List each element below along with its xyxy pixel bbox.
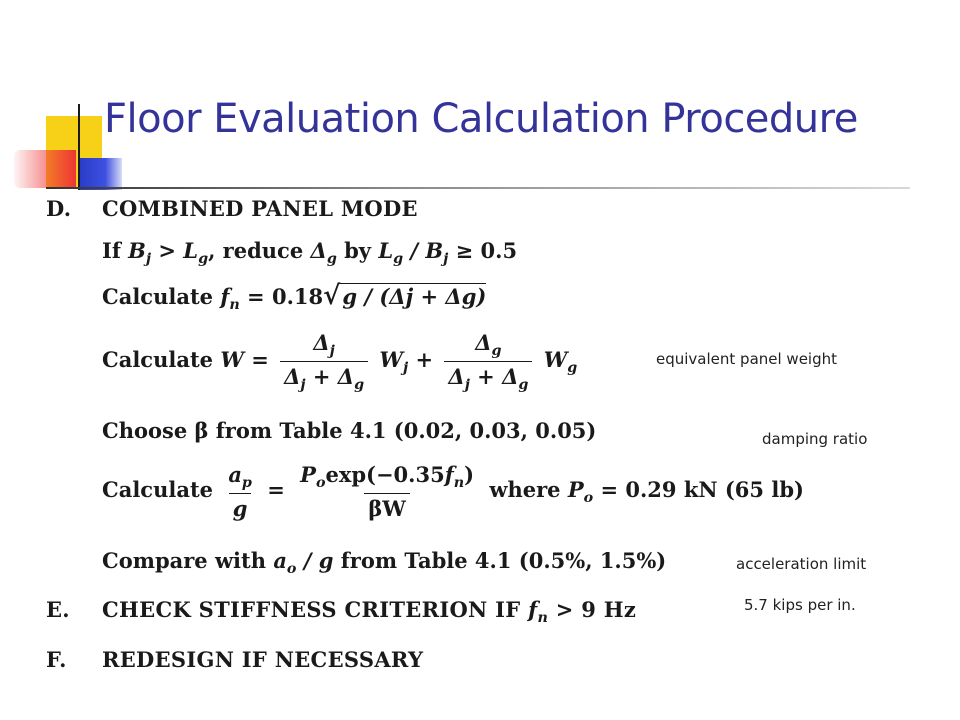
fraction-po-func: exp(−0.35 [325,462,445,487]
step-reduce-by-text: by [344,238,372,263]
formula-fn-radicand: g / (Δj + Δg) [342,284,487,309]
fraction-po-numerator: $P_o\exp(-0.35f_n)$ [300,462,475,491]
note-acceleration-limit: acceleration limit [736,555,867,573]
section-e-title: CHECK STIFFNESS CRITERION IF [102,597,521,622]
symbol-wg: $W_g$ [543,346,578,376]
fraction-delta-j-denominator: $\Delta_j + \Delta_g$ [280,361,368,393]
fraction-ap-numerator: $a_p$ [228,462,252,491]
title-decoration-blue-block [80,158,122,190]
fraction-delta-j-numerator: $\Delta_j$ [313,330,335,359]
equals-sign: = [267,476,285,502]
step-compare-limit [102,548,666,577]
symbol-fn-section-e: $f_n$ [528,597,549,626]
section-d-title: COMBINED PANEL MODE [102,196,418,221]
section-f-heading [46,647,423,672]
section-f-letter: F. [46,647,67,672]
symbol-fn: $f_n$ [220,284,240,313]
step-fn-prefix: Calculate [102,284,213,309]
fraction-ap-over-g [224,462,256,521]
step-reduce-comma-text: , reduce [208,238,304,263]
symbol-ao-over-g: $a_o$ / g [273,548,334,577]
note-damping-ratio: damping ratio [762,430,868,448]
step-w-prefix: Calculate [102,346,213,372]
step-calc-acceleration [102,462,804,521]
fraction-ap-denominator: g [229,493,252,521]
step-ap-po-value: = 0.29 kN (65 lb) [600,476,804,502]
fraction-po-exp [296,462,478,521]
fraction-delta-g-denominator: $\Delta_j + \Delta_g$ [444,361,532,393]
slide-title: Floor Evaluation Calculation Procedure [104,96,858,142]
note-equivalent-panel-weight: equivalent panel weight [656,350,838,368]
step-beta-text: from Table 4.1 (0.02, 0.03, 0.05) [215,418,597,443]
fraction-po-denominator: βW [364,493,410,521]
formula-lg-over-bj: $L_g / B_j$ [378,238,449,267]
step-choose-damping [102,418,596,443]
step-calc-frequency [102,280,486,313]
step-calc-weight [102,330,577,393]
title-decoration-red-block [14,150,76,188]
step-compare-prefix: Compare with [102,548,266,573]
symbol-beta: β [194,418,209,443]
step-ap-prefix: Calculate [102,476,213,502]
section-e-letter: E. [46,597,70,622]
title-underline [46,187,910,189]
formula-bj-gt-lg: $B_j > L_g$ [128,238,209,267]
step-reduce-bound: ≥ 0.5 [455,238,518,263]
step-ap-where: where [489,476,561,502]
section-e-condition: > 9 Hz [555,597,637,622]
sqrt-symbol: √ [323,280,341,311]
title-decoration-vertical-line [78,104,80,190]
symbol-po: $P_o$ [567,476,594,506]
fraction-delta-g [444,330,532,393]
formula-w-eq: W = [220,346,269,372]
section-e-heading [46,597,636,626]
note-stiffness-value: 5.7 kips per in. [744,596,856,614]
step-beta-prefix: Choose [102,418,188,443]
section-f-title: REDESIGN IF NECESSARY [102,647,424,672]
section-d-letter: D. [46,196,72,221]
step-compare-text: from Table 4.1 (0.5%, 1.5%) [340,548,667,573]
fraction-delta-g-numerator: $\Delta_g$ [475,330,502,359]
fraction-delta-j [280,330,368,393]
formula-fn-head: = 0.18 [247,284,324,309]
section-d-heading [46,196,418,221]
step-reduce-prefix: If [102,238,121,263]
symbol-delta-g: $\Delta_g$ [310,238,337,267]
step-reduce-deflection [102,238,517,267]
formula-w-plus: + [415,346,434,372]
symbol-wj: $W_j$ [379,346,409,376]
